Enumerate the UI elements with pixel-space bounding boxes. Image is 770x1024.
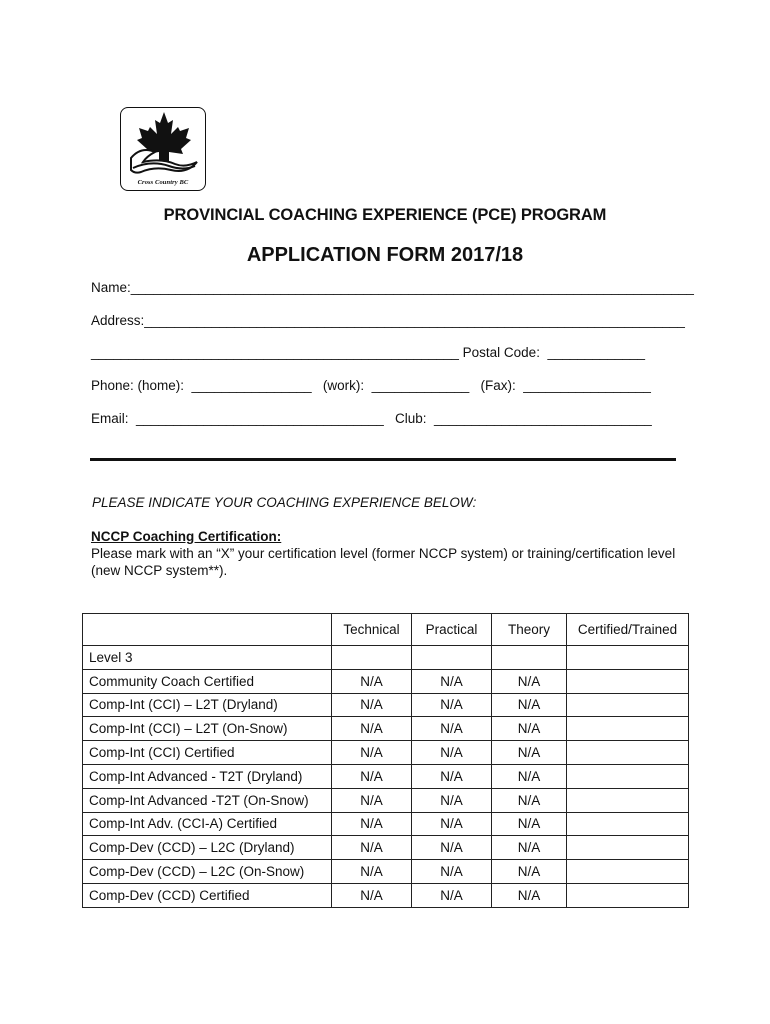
table-row (83, 646, 689, 670)
table-row (83, 669, 689, 693)
email-club-fields[interactable]: Email: _________________________________ Club: _____________________________ (91, 411, 652, 426)
technical-cell: N/A (332, 812, 412, 836)
experience-instruction: PLEASE INDICATE YOUR COACHING EXPERIENCE BELOW: (92, 495, 477, 510)
certification-table (82, 613, 689, 908)
row-label: Comp-Int Advanced - T2T (Dryland) (83, 764, 332, 788)
technical-cell: N/A (332, 860, 412, 884)
certified-cell[interactable] (567, 812, 689, 836)
address-field[interactable]: Address:________________________________________________________________________ (91, 313, 685, 328)
row-label: Comp-Dev (CCD) – L2C (On-Snow) (83, 860, 332, 884)
technical-cell: N/A (332, 717, 412, 741)
row-label: Comp-Int Adv. (CCI-A) Certified (83, 812, 332, 836)
row-label: Comp-Int (CCI) – L2T (On-Snow) (83, 717, 332, 741)
certification-heading: NCCP Coaching Certification: (91, 529, 282, 544)
theory-cell: N/A (492, 883, 567, 907)
theory-cell: N/A (492, 717, 567, 741)
theory-cell: N/A (492, 836, 567, 860)
technical-cell: N/A (332, 788, 412, 812)
name-field[interactable]: Name:___________________________________________________________________________ (91, 280, 694, 295)
technical-cell: N/A (332, 764, 412, 788)
theory-cell[interactable] (492, 646, 567, 670)
header-practical: Practical (412, 614, 492, 646)
certified-cell[interactable] (567, 717, 689, 741)
technical-cell: N/A (332, 669, 412, 693)
table-row (83, 764, 689, 788)
row-label: Comp-Dev (CCD) Certified (83, 883, 332, 907)
practical-cell: N/A (412, 764, 492, 788)
table-row (83, 883, 689, 907)
technical-cell: N/A (332, 693, 412, 717)
phone-fields[interactable]: Phone: (home): ________________ (work): _____________ (Fax): _________________ (91, 378, 651, 393)
technical-cell: N/A (332, 883, 412, 907)
table-row (83, 693, 689, 717)
theory-cell: N/A (492, 693, 567, 717)
theory-cell: N/A (492, 764, 567, 788)
header-level (83, 614, 332, 646)
table-row (83, 860, 689, 884)
table-header-row (83, 614, 689, 646)
row-label: Comp-Int (CCI) Certified (83, 741, 332, 765)
header-theory: Theory (492, 614, 567, 646)
certified-cell[interactable] (567, 860, 689, 884)
theory-cell: N/A (492, 812, 567, 836)
row-label: Comp-Int (CCI) – L2T (Dryland) (83, 693, 332, 717)
table-row (83, 717, 689, 741)
certified-cell[interactable] (567, 741, 689, 765)
practical-cell: N/A (412, 788, 492, 812)
certified-cell[interactable] (567, 883, 689, 907)
certified-cell[interactable] (567, 764, 689, 788)
table-row (83, 812, 689, 836)
technical-cell[interactable] (332, 646, 412, 670)
organization-logo (120, 107, 206, 191)
practical-cell: N/A (412, 812, 492, 836)
theory-cell: N/A (492, 669, 567, 693)
program-title: PROVINCIAL COACHING EXPERIENCE (PCE) PROGRAM (163, 206, 607, 224)
theory-cell: N/A (492, 788, 567, 812)
header-technical: Technical (332, 614, 412, 646)
practical-cell: N/A (412, 860, 492, 884)
certified-cell[interactable] (567, 836, 689, 860)
technical-cell: N/A (332, 741, 412, 765)
row-label: Level 3 (83, 646, 332, 670)
table-row (83, 836, 689, 860)
practical-cell: N/A (412, 693, 492, 717)
practical-cell[interactable] (412, 646, 492, 670)
practical-cell: N/A (412, 717, 492, 741)
form-title: APPLICATION FORM 2017/18 (246, 244, 524, 266)
table-row (83, 741, 689, 765)
logo-text: Cross Country BC (137, 179, 189, 186)
postal-code-field[interactable]: _________________________________________________ Postal Code: _____________ (91, 345, 646, 360)
header-certified: Certified/Trained (567, 614, 689, 646)
certified-cell[interactable] (567, 646, 689, 670)
certified-cell[interactable] (567, 788, 689, 812)
practical-cell: N/A (412, 741, 492, 765)
practical-cell: N/A (412, 669, 492, 693)
theory-cell: N/A (492, 860, 567, 884)
certified-cell[interactable] (567, 669, 689, 693)
section-divider (90, 458, 676, 461)
row-label: Comp-Int Advanced -T2T (On-Snow) (83, 788, 332, 812)
practical-cell: N/A (412, 836, 492, 860)
certified-cell[interactable] (567, 693, 689, 717)
row-label: Community Coach Certified (83, 669, 332, 693)
theory-cell: N/A (492, 741, 567, 765)
practical-cell: N/A (412, 883, 492, 907)
technical-cell: N/A (332, 836, 412, 860)
certification-text: Please mark with an “X” your certification level (former NCCP system) or training/certification level (new NCCP system**). (91, 546, 676, 578)
row-label: Comp-Dev (CCD) – L2C (Dryland) (83, 836, 332, 860)
table-row (83, 788, 689, 812)
